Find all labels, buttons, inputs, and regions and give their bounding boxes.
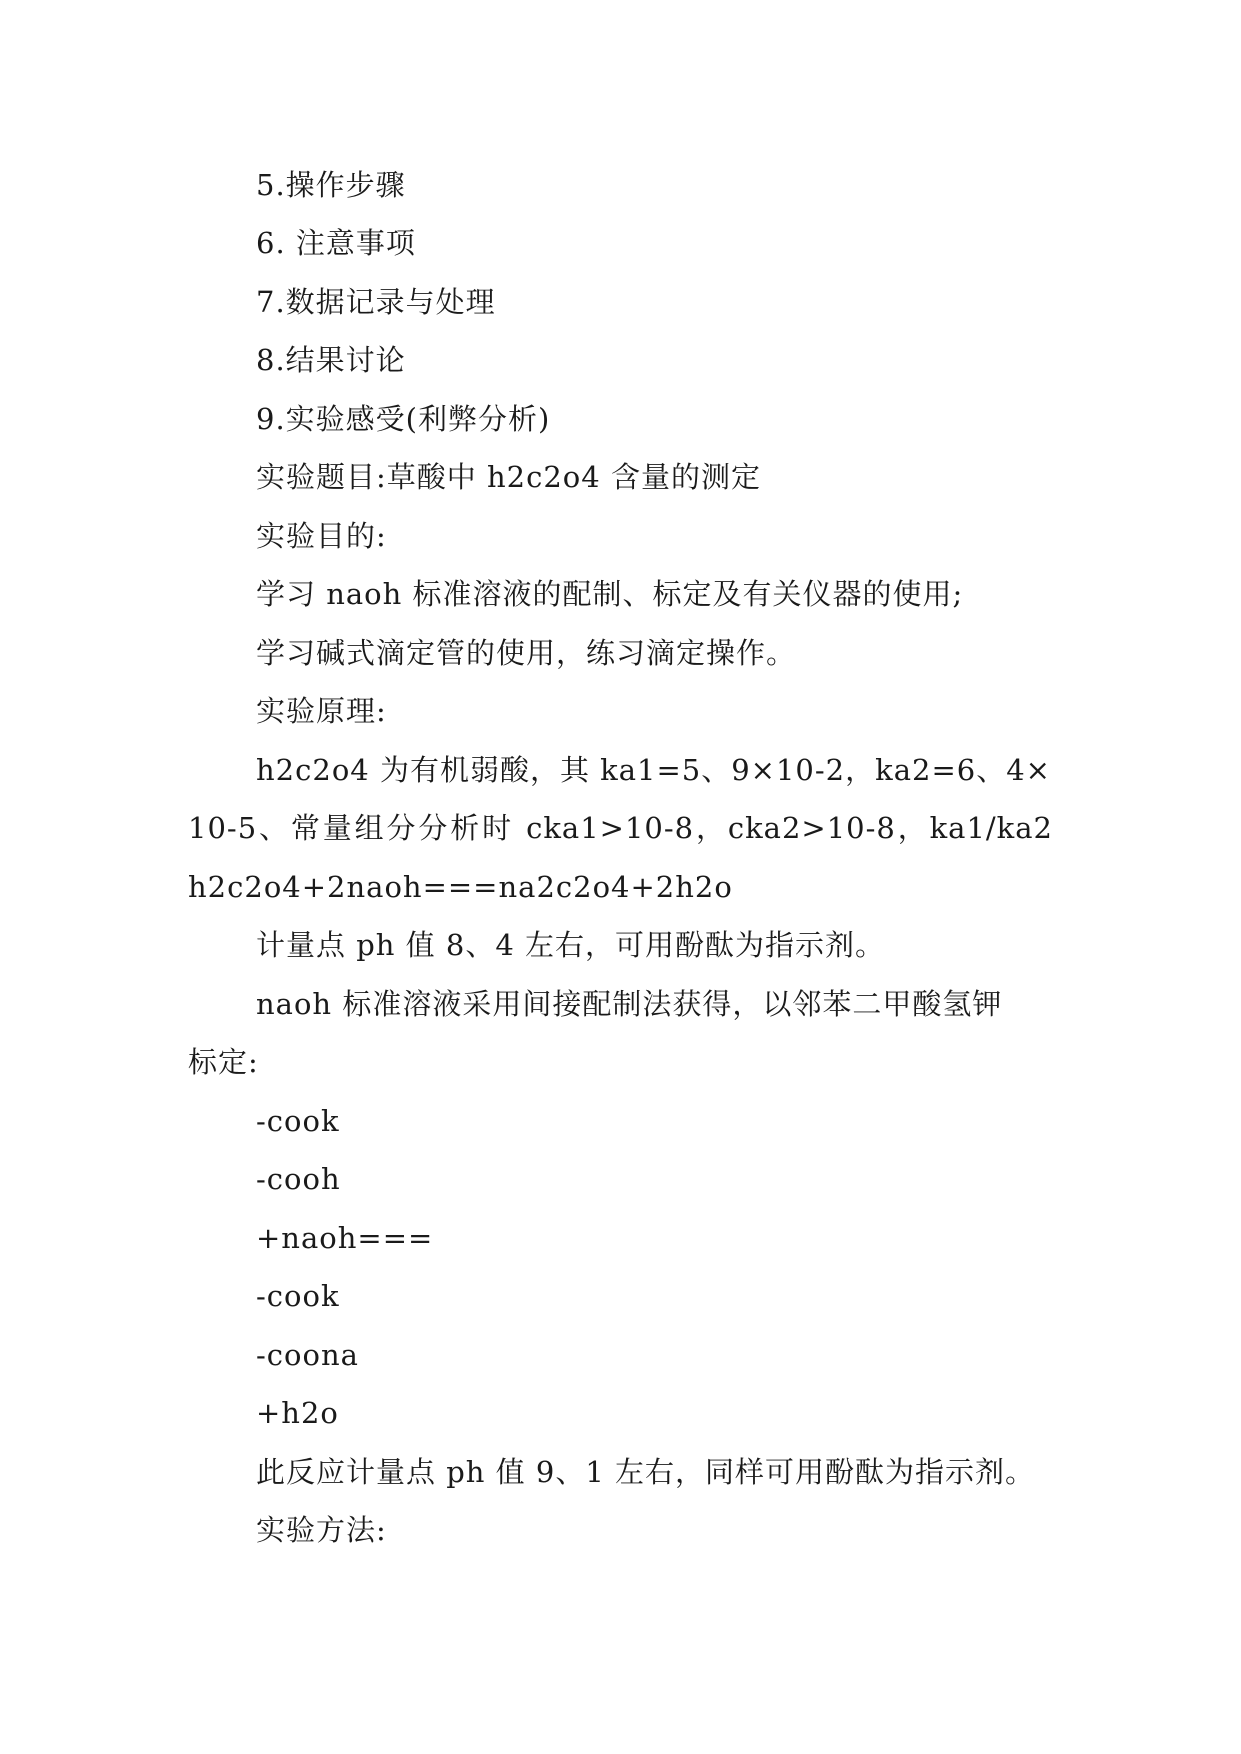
formula-line: -cook [256,1104,340,1138]
formula-line: +h2o [256,1396,339,1430]
principle-paragraph-line-2: 10-5、常量组分分析时 cka1>10-8，cka2>10-8，ka1/ka2 [188,811,1053,845]
reaction-equivalence-note: 此反应计量点 ph 值 9、1 左右，同样可用酚酞为指示剂。 [256,1455,1036,1489]
formula-line: -coona [256,1338,359,1372]
step-5-operation-steps: 5.操作步骤 [256,168,406,202]
step-6-precautions: 6. 注意事项 [256,226,416,260]
standardization-paragraph-line-1: naoh 标准溶液采用间接配制法获得，以邻苯二甲酸氢钾 [256,987,1003,1021]
standardization-paragraph-line-2: 标定: [188,1045,259,1079]
formula-line: -cook [256,1279,340,1313]
experiment-title: 实验题目:草酸中 h2c2o4 含量的测定 [256,460,761,494]
method-heading: 实验方法: [256,1513,387,1547]
step-9-experiment-reflection: 9.实验感受(利弊分析) [256,402,551,436]
step-8-result-discussion: 8.结果讨论 [256,343,406,377]
purpose-item-2: 学习碱式滴定管的使用，练习滴定操作。 [256,636,797,670]
purpose-item-1: 学习 naoh 标准溶液的配制、标定及有关仪器的使用; [256,577,964,611]
formula-line: +naoh=== [256,1221,434,1255]
principle-heading: 实验原理: [256,694,387,728]
formula-line: -cooh [256,1162,341,1196]
experiment-purpose-heading: 实验目的: [256,519,387,553]
reaction-equation: h2c2o4+2naoh===na2c2o4+2h2o [188,870,733,904]
principle-paragraph-line-1: h2c2o4 为有机弱酸，其 ka1=5、9×10-2，ka2=6、4× [256,753,1051,787]
step-7-data-recording: 7.数据记录与处理 [256,285,496,319]
equivalence-point-note: 计量点 ph 值 8、4 左右，可用酚酞为指示剂。 [256,928,886,962]
